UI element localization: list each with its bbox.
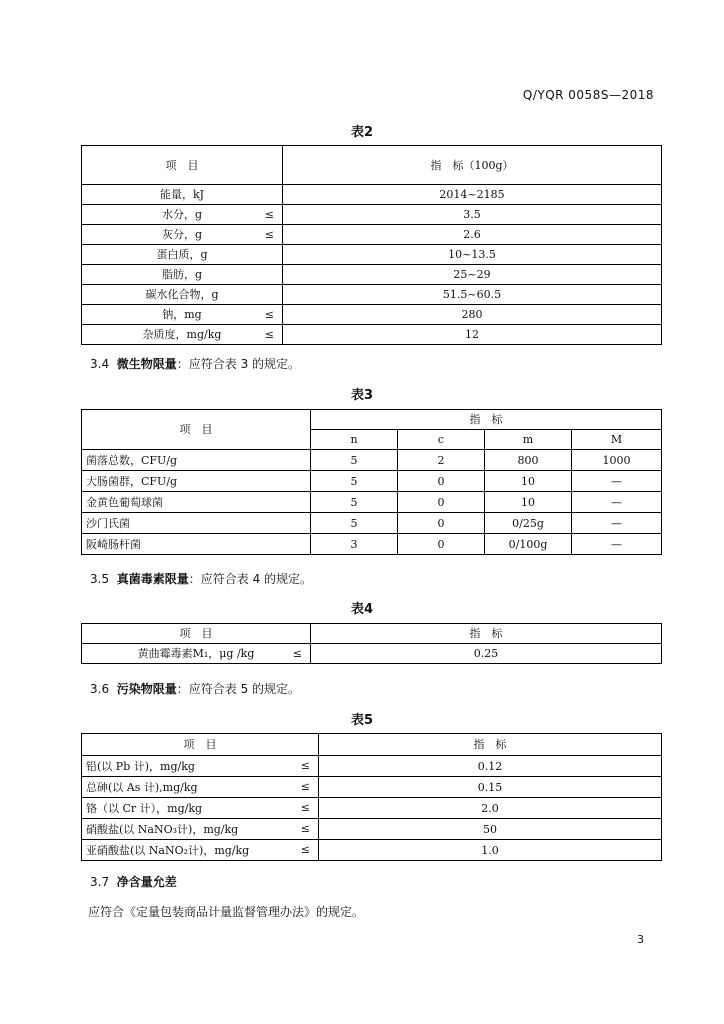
row-value: 0.12	[319, 756, 662, 777]
table3	[81, 409, 662, 555]
table5	[81, 733, 662, 861]
section-title: 真菌毒素限量	[116, 572, 189, 586]
table5-head-item: 项 目	[82, 734, 319, 756]
section-3-4: 3.4 微生物限量：应符合表 3 的规定。	[90, 357, 301, 371]
row-value: 51.5~60.5	[283, 285, 662, 305]
row-name: 大肠菌群，CFU/g	[82, 471, 311, 492]
section-3-6: 3.6 污染物限量：应符合表 5 的规定。	[90, 682, 301, 696]
row-name: 蛋白质，g	[156, 248, 208, 261]
table-row: 硝酸盐(以 NaNO₃计)，mg/kg ≤ 50	[82, 819, 662, 840]
row-name: 亚硝酸盐(以 NaNO₂计)，mg/kg	[86, 843, 250, 857]
table3-head-m: m	[485, 430, 572, 450]
row-name: 碳水化合物，g	[145, 288, 219, 301]
table2-head-index: 指 标（100g）	[283, 146, 662, 185]
row-name: 菌落总数，CFU/g	[82, 450, 311, 471]
row-name: 灰分，g	[161, 228, 203, 241]
table3-caption: 表3	[350, 388, 374, 403]
table-row	[82, 265, 662, 285]
table3-head-index: 指 标	[311, 410, 662, 430]
row-name: 铬（以 Cr 计），mg/kg	[86, 801, 203, 815]
table3-head-M: M	[572, 430, 662, 450]
table3-head-item: 项 目	[82, 410, 311, 450]
table-row	[82, 245, 662, 265]
row-value: 2.6	[283, 225, 662, 245]
row-name: 沙门氏菌	[82, 513, 311, 534]
table3-head-n: n	[311, 430, 398, 450]
table-row: 大肠菌群，CFU/g 5 0 10 —	[82, 471, 662, 492]
row-value: 1.0	[319, 840, 662, 861]
table-row: 亚硝酸盐(以 NaNO₂计)，mg/kg ≤ 1.0	[82, 840, 662, 861]
table5-head-index: 指 标	[319, 734, 662, 756]
table-row: 铬（以 Cr 计），mg/kg ≤ 2.0	[82, 798, 662, 819]
section-3-7: 3.7 净含量允差	[90, 875, 177, 889]
table-row: 杂质度，mg/kg ≤ 12	[82, 325, 662, 345]
table4-caption: 表4	[350, 602, 374, 617]
table3-head-c: c	[398, 430, 485, 450]
page-number: 3	[637, 933, 644, 946]
table2	[81, 145, 662, 345]
row-value: 3.5	[283, 205, 662, 225]
table-row: 总砷(以 As 计),mg/kg ≤ 0.15	[82, 777, 662, 798]
row-name: 铅(以 Pb 计)，mg/kg	[86, 759, 195, 773]
table-row: 黄曲霉毒素M₁，μg /kg ≤ 0.25	[82, 644, 662, 664]
document-code: Q/YQR 0058S—2018	[522, 88, 654, 102]
section-3-5: 3.5 真菌毒素限量：应符合表 4 的规定。	[90, 572, 313, 586]
table-row: 灰分，g ≤ 2.6	[82, 225, 662, 245]
row-name: 杂质度，mg/kg	[142, 328, 222, 341]
row-value: 0.15	[319, 777, 662, 798]
table-row: 沙门氏菌 5 0 0/25g —	[82, 513, 662, 534]
row-name: 金黄色葡萄球菌	[82, 492, 311, 513]
table-row: 菌落总数，CFU/g 5 2 800 1000	[82, 450, 662, 471]
table4	[81, 623, 662, 664]
row-name: 钠，mg	[162, 308, 202, 321]
row-value: 25~29	[283, 265, 662, 285]
row-value: 280	[283, 305, 662, 325]
row-value: 2.0	[319, 798, 662, 819]
row-value: 0.25	[311, 644, 662, 664]
table4-head-item: 项 目	[82, 624, 311, 644]
table-row	[82, 185, 662, 205]
row-name: 能量，kJ	[159, 188, 205, 201]
row-value: 10~13.5	[283, 245, 662, 265]
row-value: 50	[319, 819, 662, 840]
row-name: 黄曲霉毒素M₁，μg /kg	[137, 647, 255, 660]
table2-head-item: 项 目	[82, 146, 283, 185]
section-title: 净含量允差	[116, 875, 177, 889]
paragraph-3-7: 应符合《定量包装商品计量监督管理办法》的规定。	[88, 905, 365, 919]
table5-caption: 表5	[350, 713, 374, 728]
row-value: 12	[283, 325, 662, 345]
row-name: 脂肪，g	[161, 268, 203, 281]
table2-caption: 表2	[350, 125, 374, 140]
row-value: 2014~2185	[283, 185, 662, 205]
row-name: 硝酸盐(以 NaNO₃计)，mg/kg	[86, 822, 239, 836]
table-row: 金黄色葡萄球菌 5 0 10 —	[82, 492, 662, 513]
table-row	[82, 285, 662, 305]
section-title: 污染物限量	[116, 682, 177, 696]
table-row: 铅(以 Pb 计)，mg/kg ≤ 0.12	[82, 756, 662, 777]
section-title: 微生物限量	[116, 357, 177, 371]
table4-head-index: 指 标	[311, 624, 662, 644]
row-name: 阪崎肠杆菌	[82, 534, 311, 555]
table-row: 阪崎肠杆菌 3 0 0/100g —	[82, 534, 662, 555]
row-name: 总砷(以 As 计),mg/kg	[86, 780, 198, 794]
table-row: 钠，mg ≤ 280	[82, 305, 662, 325]
row-name: 水分，g	[161, 208, 203, 221]
table-row: 水分，g ≤ 3.5	[82, 205, 662, 225]
